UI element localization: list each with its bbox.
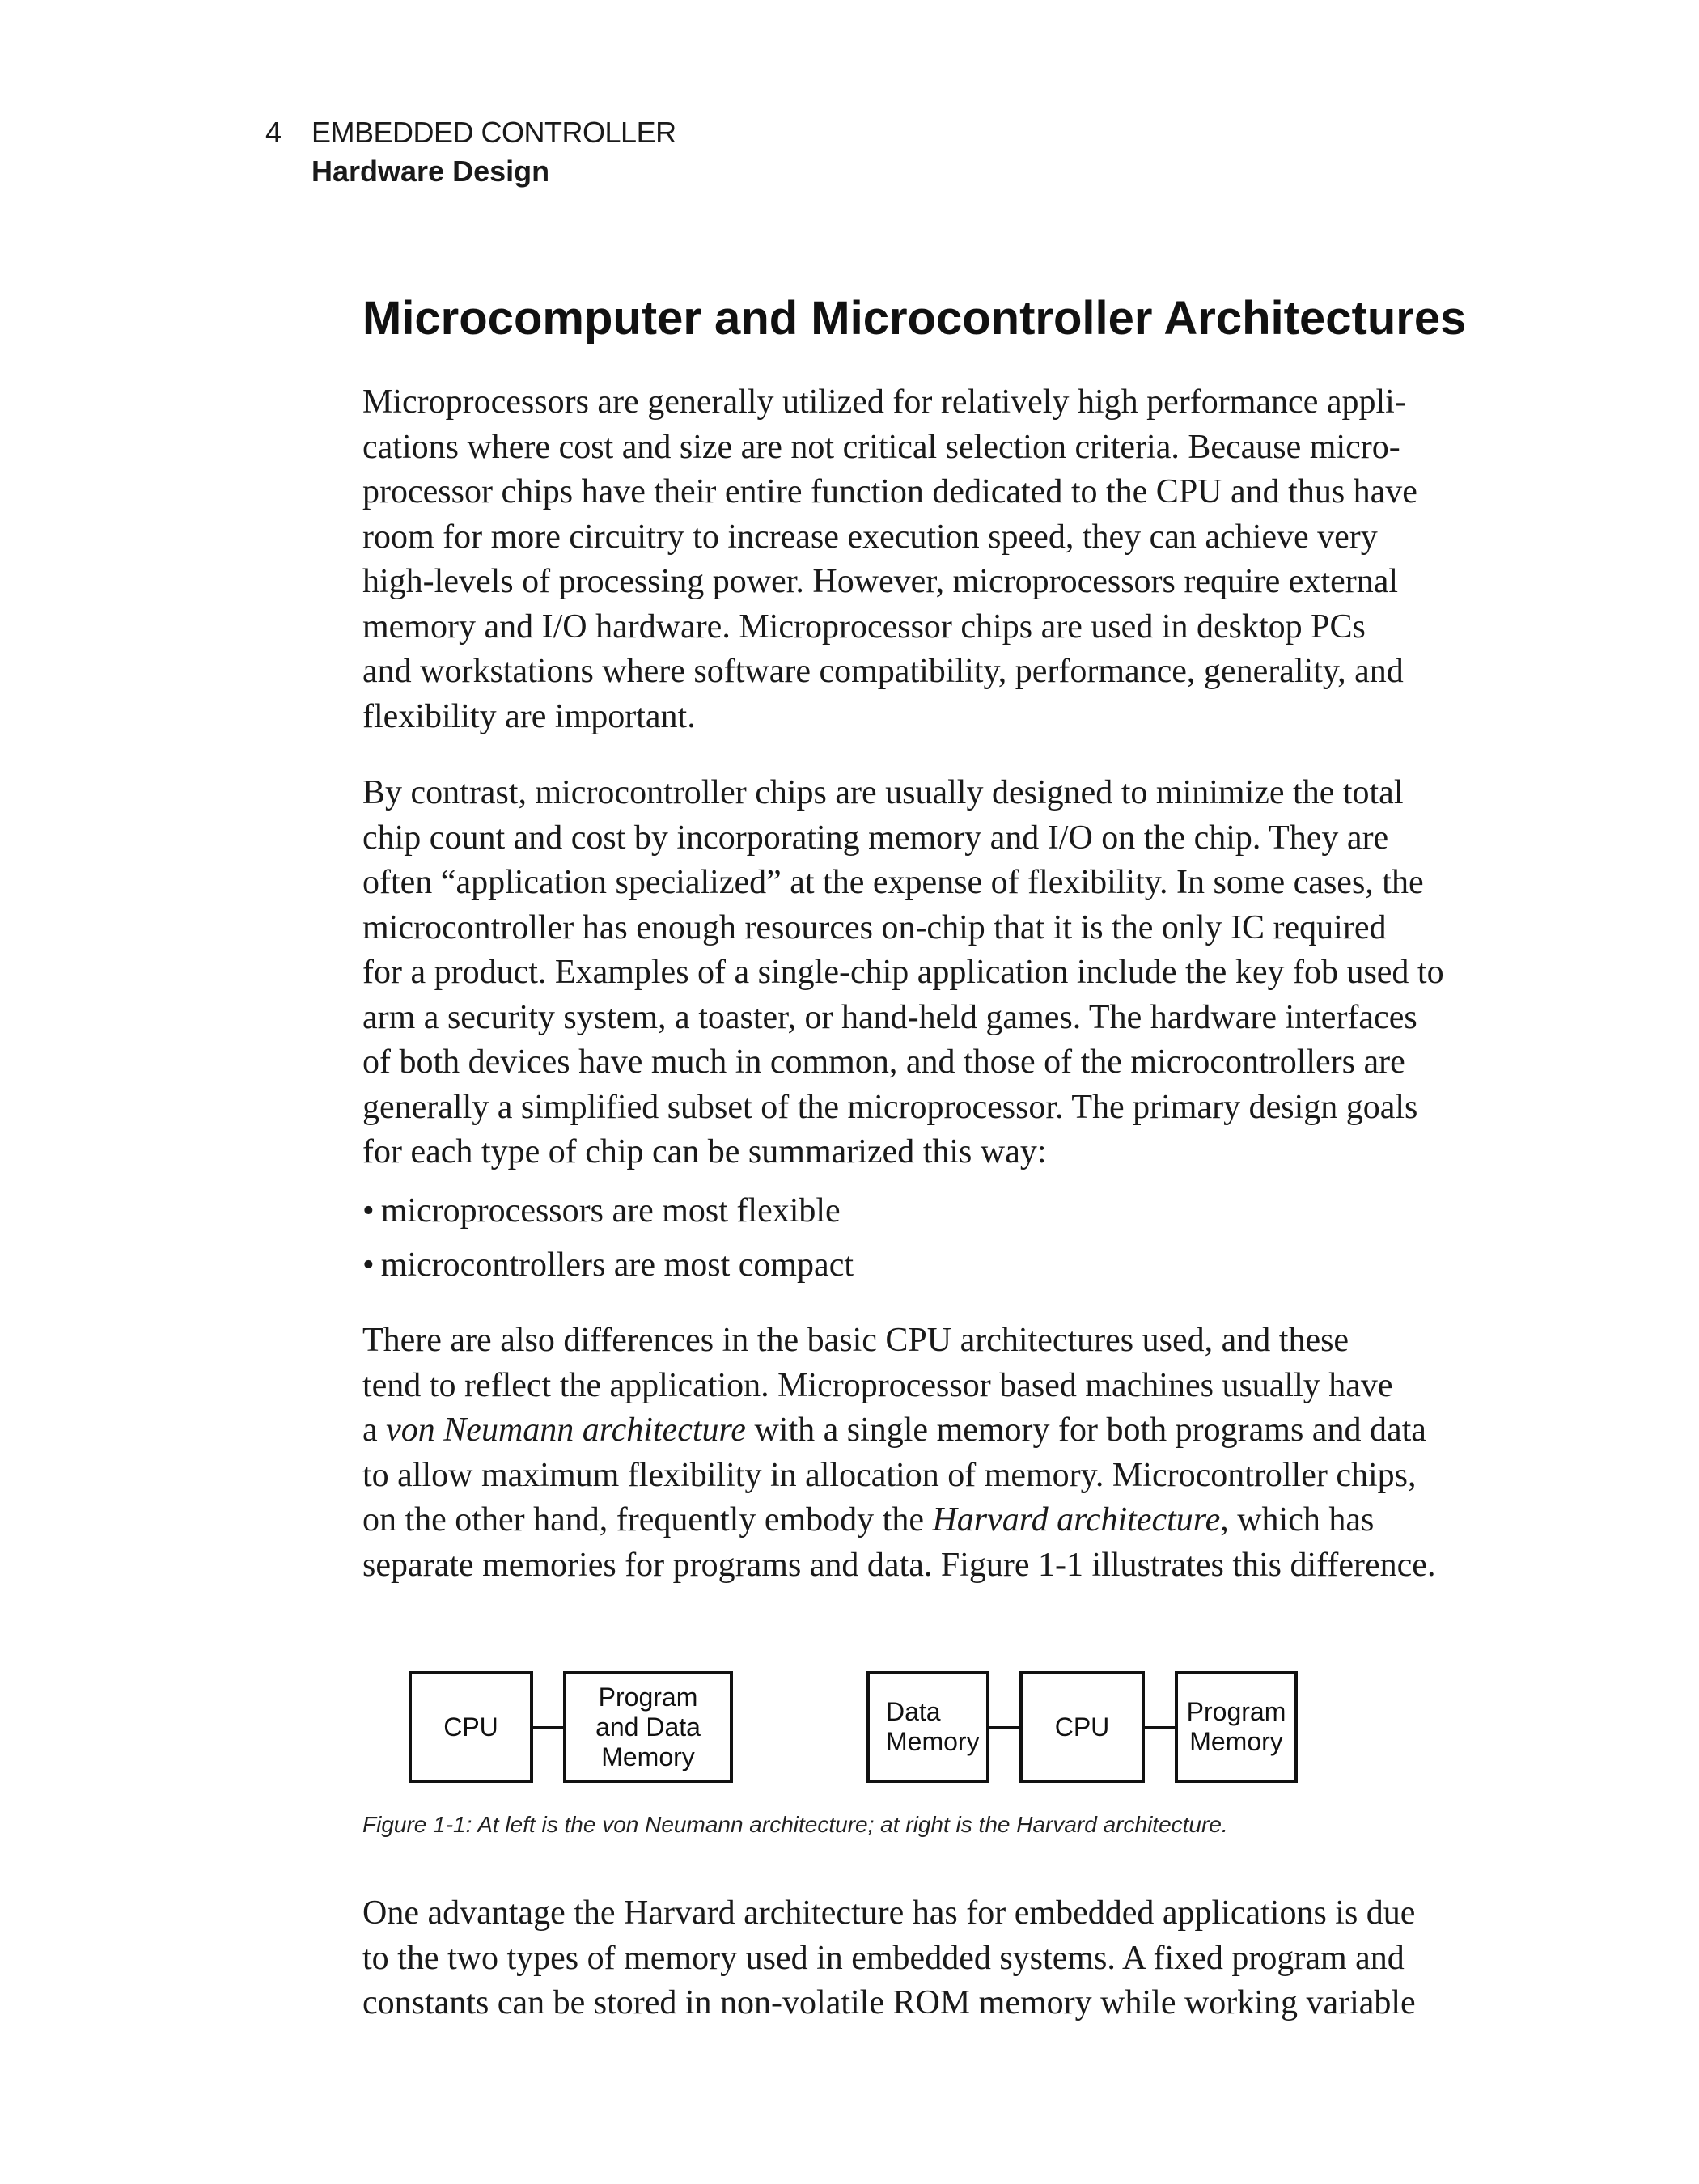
box-label: Data Memory bbox=[886, 1697, 980, 1756]
page-number: 4 bbox=[265, 116, 282, 149]
paragraph-harvard-advantage bbox=[362, 1891, 1519, 2026]
paragraph-microprocessors bbox=[362, 380, 1519, 739]
bullet-item-microcontrollers bbox=[362, 1243, 854, 1289]
bus-connector bbox=[1145, 1726, 1175, 1729]
text-line: to allow maximum flexibility in allocation of memory. Microcontroller chips, bbox=[362, 1456, 1417, 1494]
text-segment: a bbox=[362, 1412, 387, 1449]
data-memory-box bbox=[866, 1671, 989, 1783]
text-line: By contrast, microcontroller chips are usually designed to minimize the total bbox=[362, 774, 1404, 811]
figure-architectures bbox=[362, 1626, 1519, 1788]
bus-connector bbox=[533, 1726, 563, 1729]
box-label: Program and Data Memory bbox=[595, 1682, 701, 1771]
program-memory-box bbox=[1175, 1671, 1298, 1783]
text-line: flexibility are important. bbox=[362, 697, 696, 735]
text-line: tend to reflect the application. Microprocessor based machines usually have bbox=[362, 1366, 1393, 1404]
text-line: generally a simplified subset of the microprocessor. The primary design goals bbox=[362, 1088, 1418, 1126]
text-line: and workstations where software compatibility, performance, generality, and bbox=[362, 653, 1404, 690]
paragraph-microcontrollers bbox=[362, 771, 1519, 1175]
bullet-marker: • bbox=[362, 1192, 375, 1230]
text-line: chip count and cost by incorporating memory and I/O on the chip. They are bbox=[362, 819, 1389, 857]
text-line: often “application specialized” at the expense of flexibility. In some cases, the bbox=[362, 864, 1424, 901]
text-line: One advantage the Harvard architecture has for embedded applications is due bbox=[362, 1894, 1416, 1932]
bus-connector bbox=[989, 1726, 1019, 1729]
text-line: to the two types of memory used in embedded systems. A fixed program and bbox=[362, 1939, 1405, 1977]
text-line: cations where cost and size are not critical selection criteria. Because micro- bbox=[362, 428, 1400, 466]
text-line: separate memories for programs and data. Figure 1-1 illustrates this difference. bbox=[362, 1546, 1436, 1584]
paragraph-architectures bbox=[362, 1318, 1519, 1588]
bullet-text: microcontrollers are most compact bbox=[380, 1246, 854, 1284]
running-header bbox=[265, 113, 676, 191]
text-line: processor chips have their entire function dedicated to the CPU and thus have bbox=[362, 473, 1417, 510]
text-line bbox=[362, 1498, 1519, 1543]
section-title: Microcomputer and Microcontroller Architectures bbox=[362, 292, 1467, 345]
text-line bbox=[362, 1408, 1519, 1454]
text-line: Microprocessors are generally utilized for relatively high performance appli- bbox=[362, 383, 1406, 421]
text-line: room for more circuitry to increase execution speed, they can achieve very bbox=[362, 518, 1378, 556]
figure-caption: Figure 1-1: At left is the von Neumann architecture; at right is the Harvard architecture. bbox=[362, 1812, 1228, 1837]
text-segment: with a single memory for both programs and data bbox=[745, 1412, 1426, 1449]
box-label: CPU bbox=[1054, 1712, 1110, 1742]
harvard-cpu-box bbox=[1019, 1671, 1145, 1783]
program-and-data-memory-box bbox=[563, 1671, 733, 1783]
running-title: EMBEDDED CONTROLLER bbox=[311, 116, 676, 149]
text-line: constants can be stored in non-volatile ROM memory while working variable bbox=[362, 1984, 1416, 2021]
text-line: memory and I/O hardware. Microprocessor chips are used in desktop PCs bbox=[362, 607, 1366, 645]
text-line: high-levels of processing power. However, microprocessors require external bbox=[362, 563, 1399, 600]
text-segment: on the other hand, frequently embody the bbox=[362, 1501, 933, 1539]
bullet-text: microprocessors are most flexible bbox=[380, 1192, 841, 1230]
text-line: of both devices have much in common, and those of the microcontrollers are bbox=[362, 1043, 1405, 1081]
text-line: for a product. Examples of a single-chip application include the key fob used to bbox=[362, 954, 1444, 991]
text-line: microcontroller has enough resources on-chip that it is the only IC required bbox=[362, 908, 1387, 946]
box-label: Program Memory bbox=[1186, 1697, 1286, 1756]
bullet-item-microprocessors bbox=[362, 1189, 841, 1234]
text-segment: , which has bbox=[1220, 1501, 1375, 1539]
text-line: There are also differences in the basic CPU architectures used, and these bbox=[362, 1322, 1349, 1359]
von-neumann-cpu-box bbox=[409, 1671, 533, 1783]
running-subtitle: Hardware Design bbox=[311, 154, 550, 188]
term-von-neumann: von Neumann architecture bbox=[386, 1412, 746, 1449]
term-harvard: Harvard architecture bbox=[932, 1501, 1221, 1539]
box-label: CPU bbox=[443, 1712, 498, 1742]
text-line: for each type of chip can be summarized this way: bbox=[362, 1133, 1047, 1170]
text-line: arm a security system, a toaster, or hand-held games. The hardware interfaces bbox=[362, 998, 1417, 1036]
bullet-marker: • bbox=[362, 1246, 375, 1284]
